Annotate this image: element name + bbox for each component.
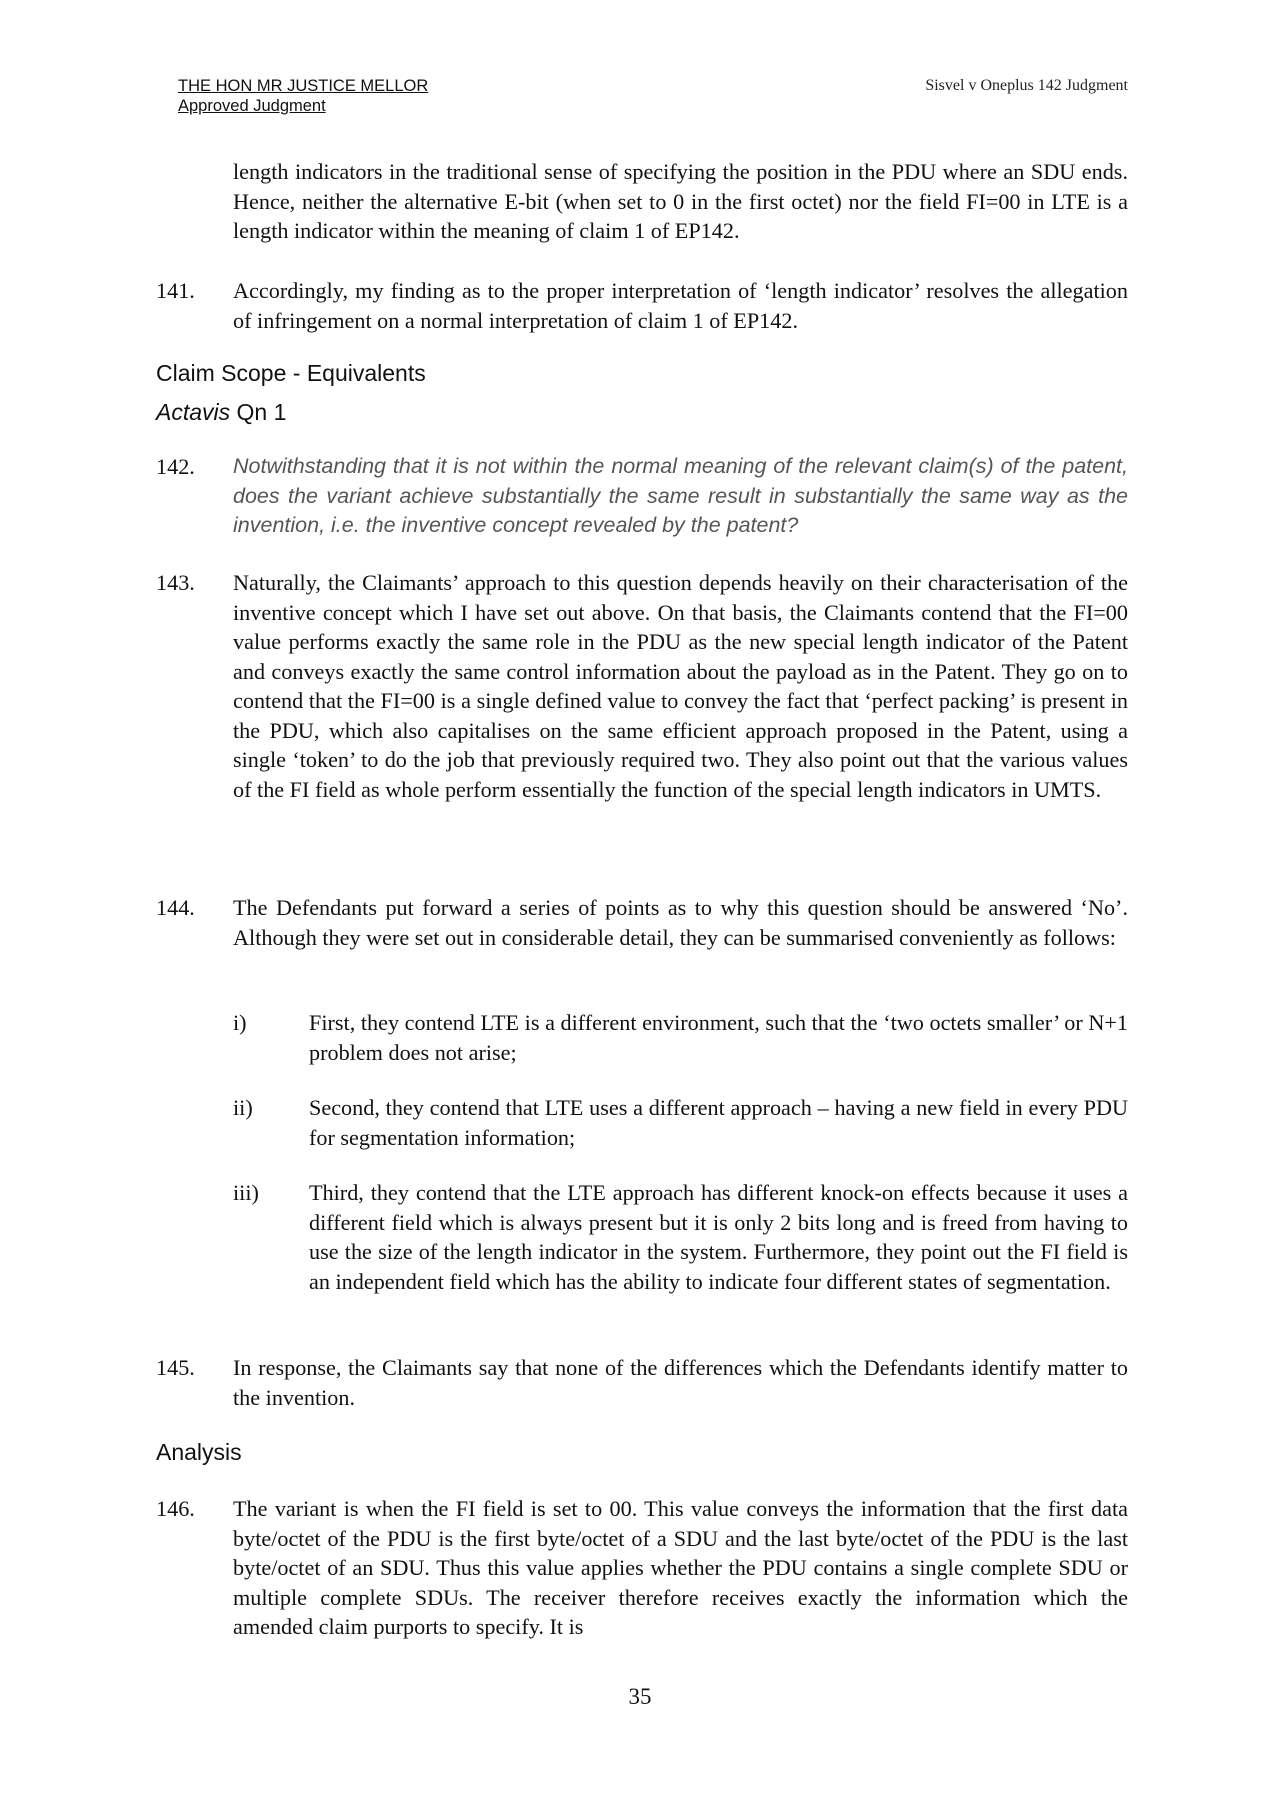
actavis-italic: Actavis xyxy=(156,399,231,425)
paragraph-146 xyxy=(233,1494,1128,1642)
sub-item-label-i: i) xyxy=(233,1010,247,1035)
paragraph-141 xyxy=(233,276,1128,335)
page-number: 35 xyxy=(628,1684,652,1709)
paragraph-141-text: Accordingly, my finding as to the proper interpretation of ‘length indicator’ resolves the allegation of infringement on a normal interpretation of claim 1 of EP142. xyxy=(233,278,1128,333)
sub-item-label-iii: iii) xyxy=(233,1180,259,1205)
paragraph-142-question: Notwithstanding that it is not within the normal meaning of the relevant claim(s) of the patent, does the variant achieve substantially the same result in substantially the same way as the invention, i.e. the inventive concept revealed by the patent? xyxy=(233,454,1128,537)
paragraph-number-146: 146. xyxy=(156,1496,195,1521)
paragraph-number-142: 142. xyxy=(156,454,195,479)
sub-item-ii xyxy=(309,1093,1128,1152)
paragraph-number-143: 143. xyxy=(156,570,195,595)
paragraph-145-text: In response, the Claimants say that none of the differences which the Defendants identify matter to the invention. xyxy=(233,1355,1128,1410)
approved-judgment-label: Approved Judgment xyxy=(178,97,326,115)
paragraph-145 xyxy=(233,1353,1128,1412)
paragraph-number-144: 144. xyxy=(156,895,195,920)
paragraph-144 xyxy=(233,893,1128,952)
sub-item-i-text: First, they contend LTE is a different environment, such that the ‘two octets smaller’ or N+1 problem does not arise; xyxy=(309,1010,1128,1065)
continuation-paragraph xyxy=(233,157,1128,246)
paragraph-146-text: The variant is when the FI field is set to 00. This value conveys the information that the first data byte/octet of the PDU is the first byte/octet of a SDU and the last byte/octet of the PDU is the last byte/octet of an SDU. Thus this value applies whether the PDU contains a single complete SDU or multiple complete SDUs. The receiver therefore receives exactly the information which the amended claim purports to specify. It is xyxy=(233,1496,1128,1639)
paragraph-number-145: 145. xyxy=(156,1355,195,1380)
paragraph-142 xyxy=(233,452,1128,541)
running-header-left xyxy=(178,76,428,116)
sub-item-iii xyxy=(309,1178,1128,1296)
sub-item-iii-text: Third, they contend that the LTE approach has different knock-on effects because it uses a different field which is always present but it is only 2 bits long and is freed from having to use the size of the length indicator in the system. Furthermore, they point out the FI field is an independent field which has the ability to indicate four different states of segmentation. xyxy=(309,1180,1128,1294)
paragraph-144-text: The Defendants put forward a series of points as to why this question should be answered ‘No’. Although they were set out in considerable detail, they can be summarised conveniently as follows: xyxy=(233,895,1128,950)
sub-item-label-ii: ii) xyxy=(233,1095,253,1120)
section-heading-analysis: Analysis xyxy=(156,1439,242,1465)
continuation-text: length indicators in the traditional sense of specifying the position in the PDU where an SDU ends. Hence, neither the alternative E-bit (when set to 0 in the first octet) nor the field FI=00 in LTE is a length indicator within the meaning of claim 1 of EP142. xyxy=(233,159,1128,243)
subheading-actavis xyxy=(156,397,286,427)
judge-name: THE HON MR JUSTICE MELLOR xyxy=(178,77,429,95)
case-title-header: Sisvel v Oneplus 142 Judgment xyxy=(925,77,1128,94)
section-heading-claim-scope: Claim Scope - Equivalents xyxy=(156,360,426,386)
sub-item-i xyxy=(309,1008,1128,1067)
actavis-qn: Qn 1 xyxy=(230,399,287,425)
sub-item-ii-text: Second, they contend that LTE uses a different approach – having a new field in every PDU for segmentation information; xyxy=(309,1095,1128,1150)
paragraph-143-text: Naturally, the Claimants’ approach to this question depends heavily on their characterisation of the inventive concept which I have set out above. On that basis, the Claimants contend that the FI=00 value performs exactly the same role in the PDU as the new special length indicator of the Patent and conveys exactly the same control information about the payload as in the Patent. They go on to contend that the FI=00 is a single defined value to convey the fact that ‘perfect packing’ is present in the PDU, which also capitalises on the same efficient approach proposed in the Patent, using a single ‘token’ to do the job that previously required two. They also point out that the various values of the FI field as whole perform essentially the function of the special length indicators in UMTS. xyxy=(233,570,1128,802)
paragraph-143 xyxy=(233,568,1128,804)
paragraph-number-141: 141. xyxy=(156,278,195,303)
